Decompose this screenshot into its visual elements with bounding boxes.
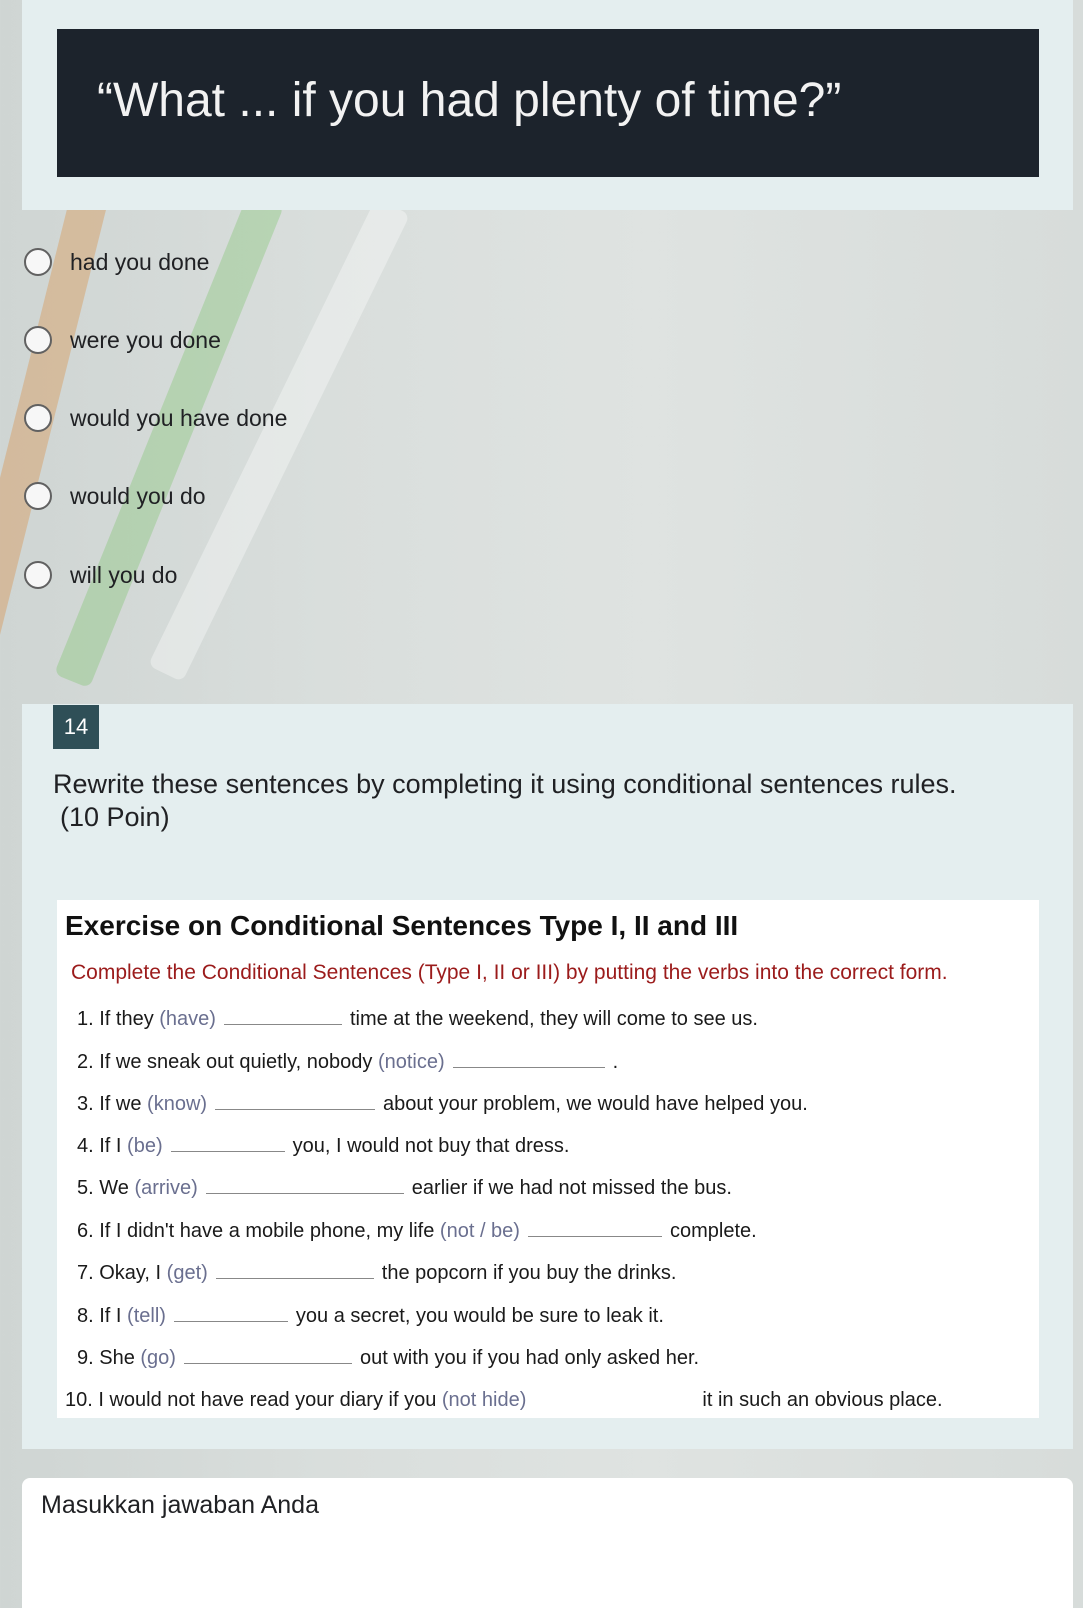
exercise-item bbox=[77, 1262, 676, 1285]
radio-button[interactable] bbox=[24, 482, 52, 510]
radio-button[interactable] bbox=[24, 404, 52, 432]
item-text: 3. If we bbox=[77, 1093, 148, 1115]
exercise-instruction: Complete the Conditional Sentences (Type I, II or III) by putting the verbs into the correct form. bbox=[71, 961, 948, 984]
item-text: complete. bbox=[669, 1220, 757, 1242]
question-title-box bbox=[57, 29, 1039, 177]
item-text: you, I would not buy that dress. bbox=[292, 1135, 570, 1157]
item-verb: (notice) bbox=[377, 1051, 445, 1073]
radio-button[interactable] bbox=[24, 561, 52, 589]
option-would-you-do[interactable] bbox=[24, 476, 206, 516]
option-label: will you do bbox=[70, 561, 178, 588]
radio-button[interactable] bbox=[24, 326, 52, 354]
exercise-item bbox=[77, 1305, 664, 1328]
question-text: Rewrite these sentences by completing it using conditional sentences rules. bbox=[53, 769, 957, 799]
item-verb: (have) bbox=[159, 1008, 216, 1030]
exercise-item bbox=[77, 1135, 569, 1158]
question-card-14 bbox=[22, 704, 1073, 1449]
answer-blank bbox=[171, 1150, 285, 1152]
item-verb: (not hide) bbox=[441, 1389, 527, 1411]
item-text: 9. She bbox=[77, 1347, 141, 1369]
answer-blank bbox=[215, 1108, 375, 1110]
question-title: “What ... if you had plenty of time?” bbox=[97, 74, 842, 127]
item-text: 6. If I didn't have a mobile phone, my life bbox=[77, 1220, 440, 1242]
answer-blank bbox=[216, 1277, 374, 1279]
item-text: . bbox=[612, 1051, 619, 1073]
answer-blank bbox=[534, 1404, 694, 1406]
item-text: 10. I would not have read your diary if you bbox=[65, 1389, 442, 1411]
answer-blank bbox=[206, 1192, 404, 1194]
exercise-image bbox=[57, 900, 1039, 1418]
radio-button[interactable] bbox=[24, 248, 52, 276]
item-text: 5. We bbox=[77, 1177, 135, 1199]
item-verb: (tell) bbox=[127, 1305, 166, 1327]
answer-blank bbox=[184, 1362, 352, 1364]
exercise-item bbox=[77, 1347, 699, 1370]
item-verb: (arrive) bbox=[134, 1177, 198, 1199]
exercise-item bbox=[77, 1177, 732, 1200]
item-verb: (get) bbox=[166, 1262, 208, 1284]
exercise-title: Exercise on Conditional Sentences Type I, II and III bbox=[65, 910, 739, 941]
option-would-you-have-done[interactable] bbox=[24, 398, 287, 438]
question-points: (10 Poin) bbox=[60, 802, 170, 832]
option-label: would you have done bbox=[70, 404, 288, 431]
item-text: 4. If I bbox=[77, 1135, 128, 1157]
question-card-13 bbox=[22, 0, 1073, 210]
answer-blank bbox=[528, 1235, 662, 1237]
answer-placeholder: Masukkan jawaban Anda bbox=[41, 1491, 319, 1519]
exercise-item bbox=[65, 1389, 943, 1412]
answer-blank bbox=[453, 1066, 605, 1068]
option-label: had you done bbox=[70, 248, 210, 275]
item-text: 2. If we sneak out quietly, nobody bbox=[77, 1051, 378, 1073]
item-text: 1. If they bbox=[77, 1008, 160, 1030]
item-text: 8. If I bbox=[77, 1305, 128, 1327]
item-text: time at the weekend, they will come to see us. bbox=[349, 1008, 758, 1030]
exercise-item bbox=[77, 1093, 808, 1116]
option-label: would you do bbox=[70, 482, 206, 509]
item-verb: (be) bbox=[127, 1135, 163, 1157]
option-will-you-do[interactable] bbox=[24, 555, 177, 595]
item-verb: (know) bbox=[147, 1093, 208, 1115]
item-text: 7. Okay, I bbox=[77, 1262, 167, 1284]
answer-blank bbox=[224, 1023, 342, 1025]
item-text: it in such an obvious place. bbox=[702, 1389, 943, 1411]
item-text: you a secret, you would be sure to leak it. bbox=[295, 1305, 664, 1327]
question-number-badge: 14 bbox=[53, 705, 99, 749]
exercise-item bbox=[77, 1008, 758, 1031]
answer-input[interactable] bbox=[22, 1478, 1073, 1608]
option-were-you-done[interactable] bbox=[24, 320, 221, 360]
item-verb: (go) bbox=[140, 1347, 176, 1369]
item-text: out with you if you had only asked her. bbox=[359, 1347, 700, 1369]
item-text: earlier if we had not missed the bus. bbox=[411, 1177, 732, 1199]
exercise-item bbox=[77, 1220, 757, 1243]
item-text: about your problem, we would have helped you. bbox=[383, 1093, 808, 1115]
answer-blank bbox=[174, 1320, 288, 1322]
exercise-item bbox=[77, 1051, 618, 1074]
item-text: the popcorn if you buy the drinks. bbox=[381, 1262, 677, 1284]
option-label: were you done bbox=[70, 326, 221, 353]
item-verb: (not / be) bbox=[439, 1220, 520, 1242]
option-had-you-done[interactable] bbox=[24, 242, 209, 282]
